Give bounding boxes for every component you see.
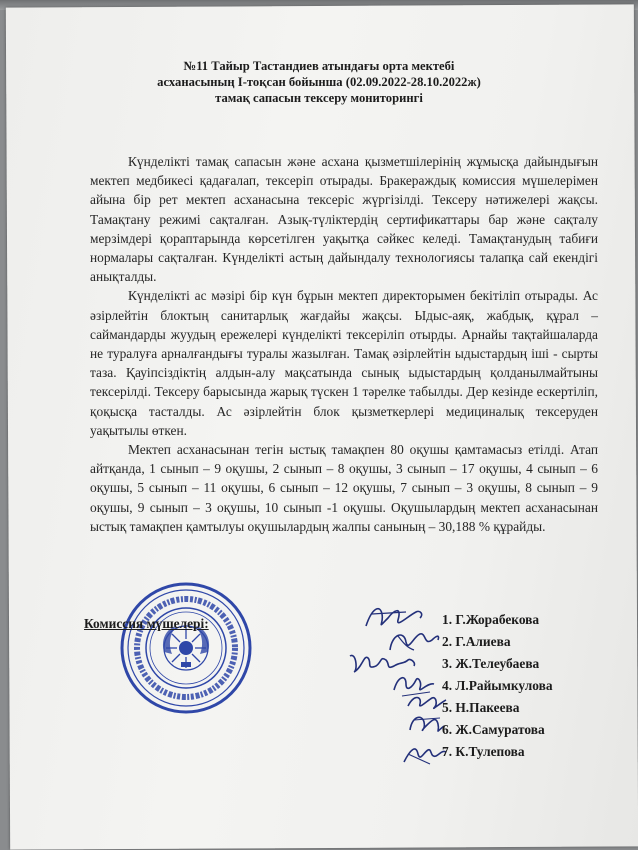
member-3: 3. Ж.Телеубаева [442, 656, 540, 671]
document-body [90, 152, 598, 536]
member-1: 1. Г.Жорабекова [442, 612, 540, 627]
member-7: 7. К.Тулепова [442, 744, 525, 759]
commission-members-list [0, 612, 638, 762]
title-line-1: №11 Тайыр Тастандиев атындағы орта мектебі [183, 59, 455, 73]
member-2: 2. Г.Алиева [442, 634, 511, 649]
title-line-2: асханасының І-тоқсан бойынша (02.09.2022-28.10.2022ж) [157, 75, 481, 89]
paragraph-3: Мектеп асханасынан тегін ыстық тамақпен 80 оқушы қамтамасыз етілді. Атап айтқанда, 1 сынып – 9 оқушы, 2 сынып – 8 оқушы, 3 сынып – 17 оқушы, 4 сынып – 6 оқушы, 5 сынып – 11 оқушы, 6 сынып – 12 оқушы, 7 сынып – 3 оқушы, 8 сынып – 9 оқушы, 9 сынып – 3 оқушы, 10 сынып -1 оқушы. Оқушылардың мектеп асханасынан ыстық тамақпен қамтылуы оқушылардың жалпы санының – 30,188 % құрайды. [90, 442, 598, 534]
paragraph-2: Күнделікті ас мәзірі бір күн бұрын мектеп директорымен бекітіліп отырады. Ас әзірлейтін блоктың санитарлық жағдайы жақсы. Ыдыс-аяқ, жабдық, құрал – саймандарды жуудың ережелері күнделікті тексеріліп отырды. Арнайы тақтайшаларда не туралуға арналғандығы туралы жазылған. Тамақ әзірлейтін ыдыстардың іші - сырты таза. Қауіпсіздіктің алдын-алу мақсатында сынық ыдыстардың қолданылмайтыны тексерілді. Тексеру барысында жарық түскен 1 тәрелке табылды. Дер кезінде ескертіліп, қоқысқа тасталды. Ас әзірлейтін блок қызметкерлері медициналық тексеруден уақытылы өткен. [90, 288, 598, 438]
member-6: 6. Ж.Самуратова [442, 722, 545, 737]
member-4: 4. Л.Райымкулова [442, 678, 553, 693]
member-5: 5. Н.Пакеева [442, 700, 520, 715]
document-title [0, 58, 638, 106]
title-line-3: тамақ сапасын тексеру мониторингі [215, 91, 423, 105]
paragraph-1: Күнделікті тамақ сапасын және асхана қызметшілерінің жұмысқа дайындығын мектеп медбикесі қадағалап, тексеріп отырады. Бракераждық комиссия мүшелерімен айына бір рет мектеп асханасына тексеріс жүргізілді. Тексеру нәтижелері жақсы. Тамақтану режимі сақталған. Азық-түліктердің сертификаттары бар және сақталу мерзімдері қораптарында көрсетілген уақытқа сәйкес келеді. Тамақтанудың табиғи нормалары сақталған. Күнделікті астың дайындалу технологиясы талапқа сай екендігі анықталды. [90, 154, 598, 285]
commission-members-label: Комиссия мүшелері: [84, 616, 209, 631]
